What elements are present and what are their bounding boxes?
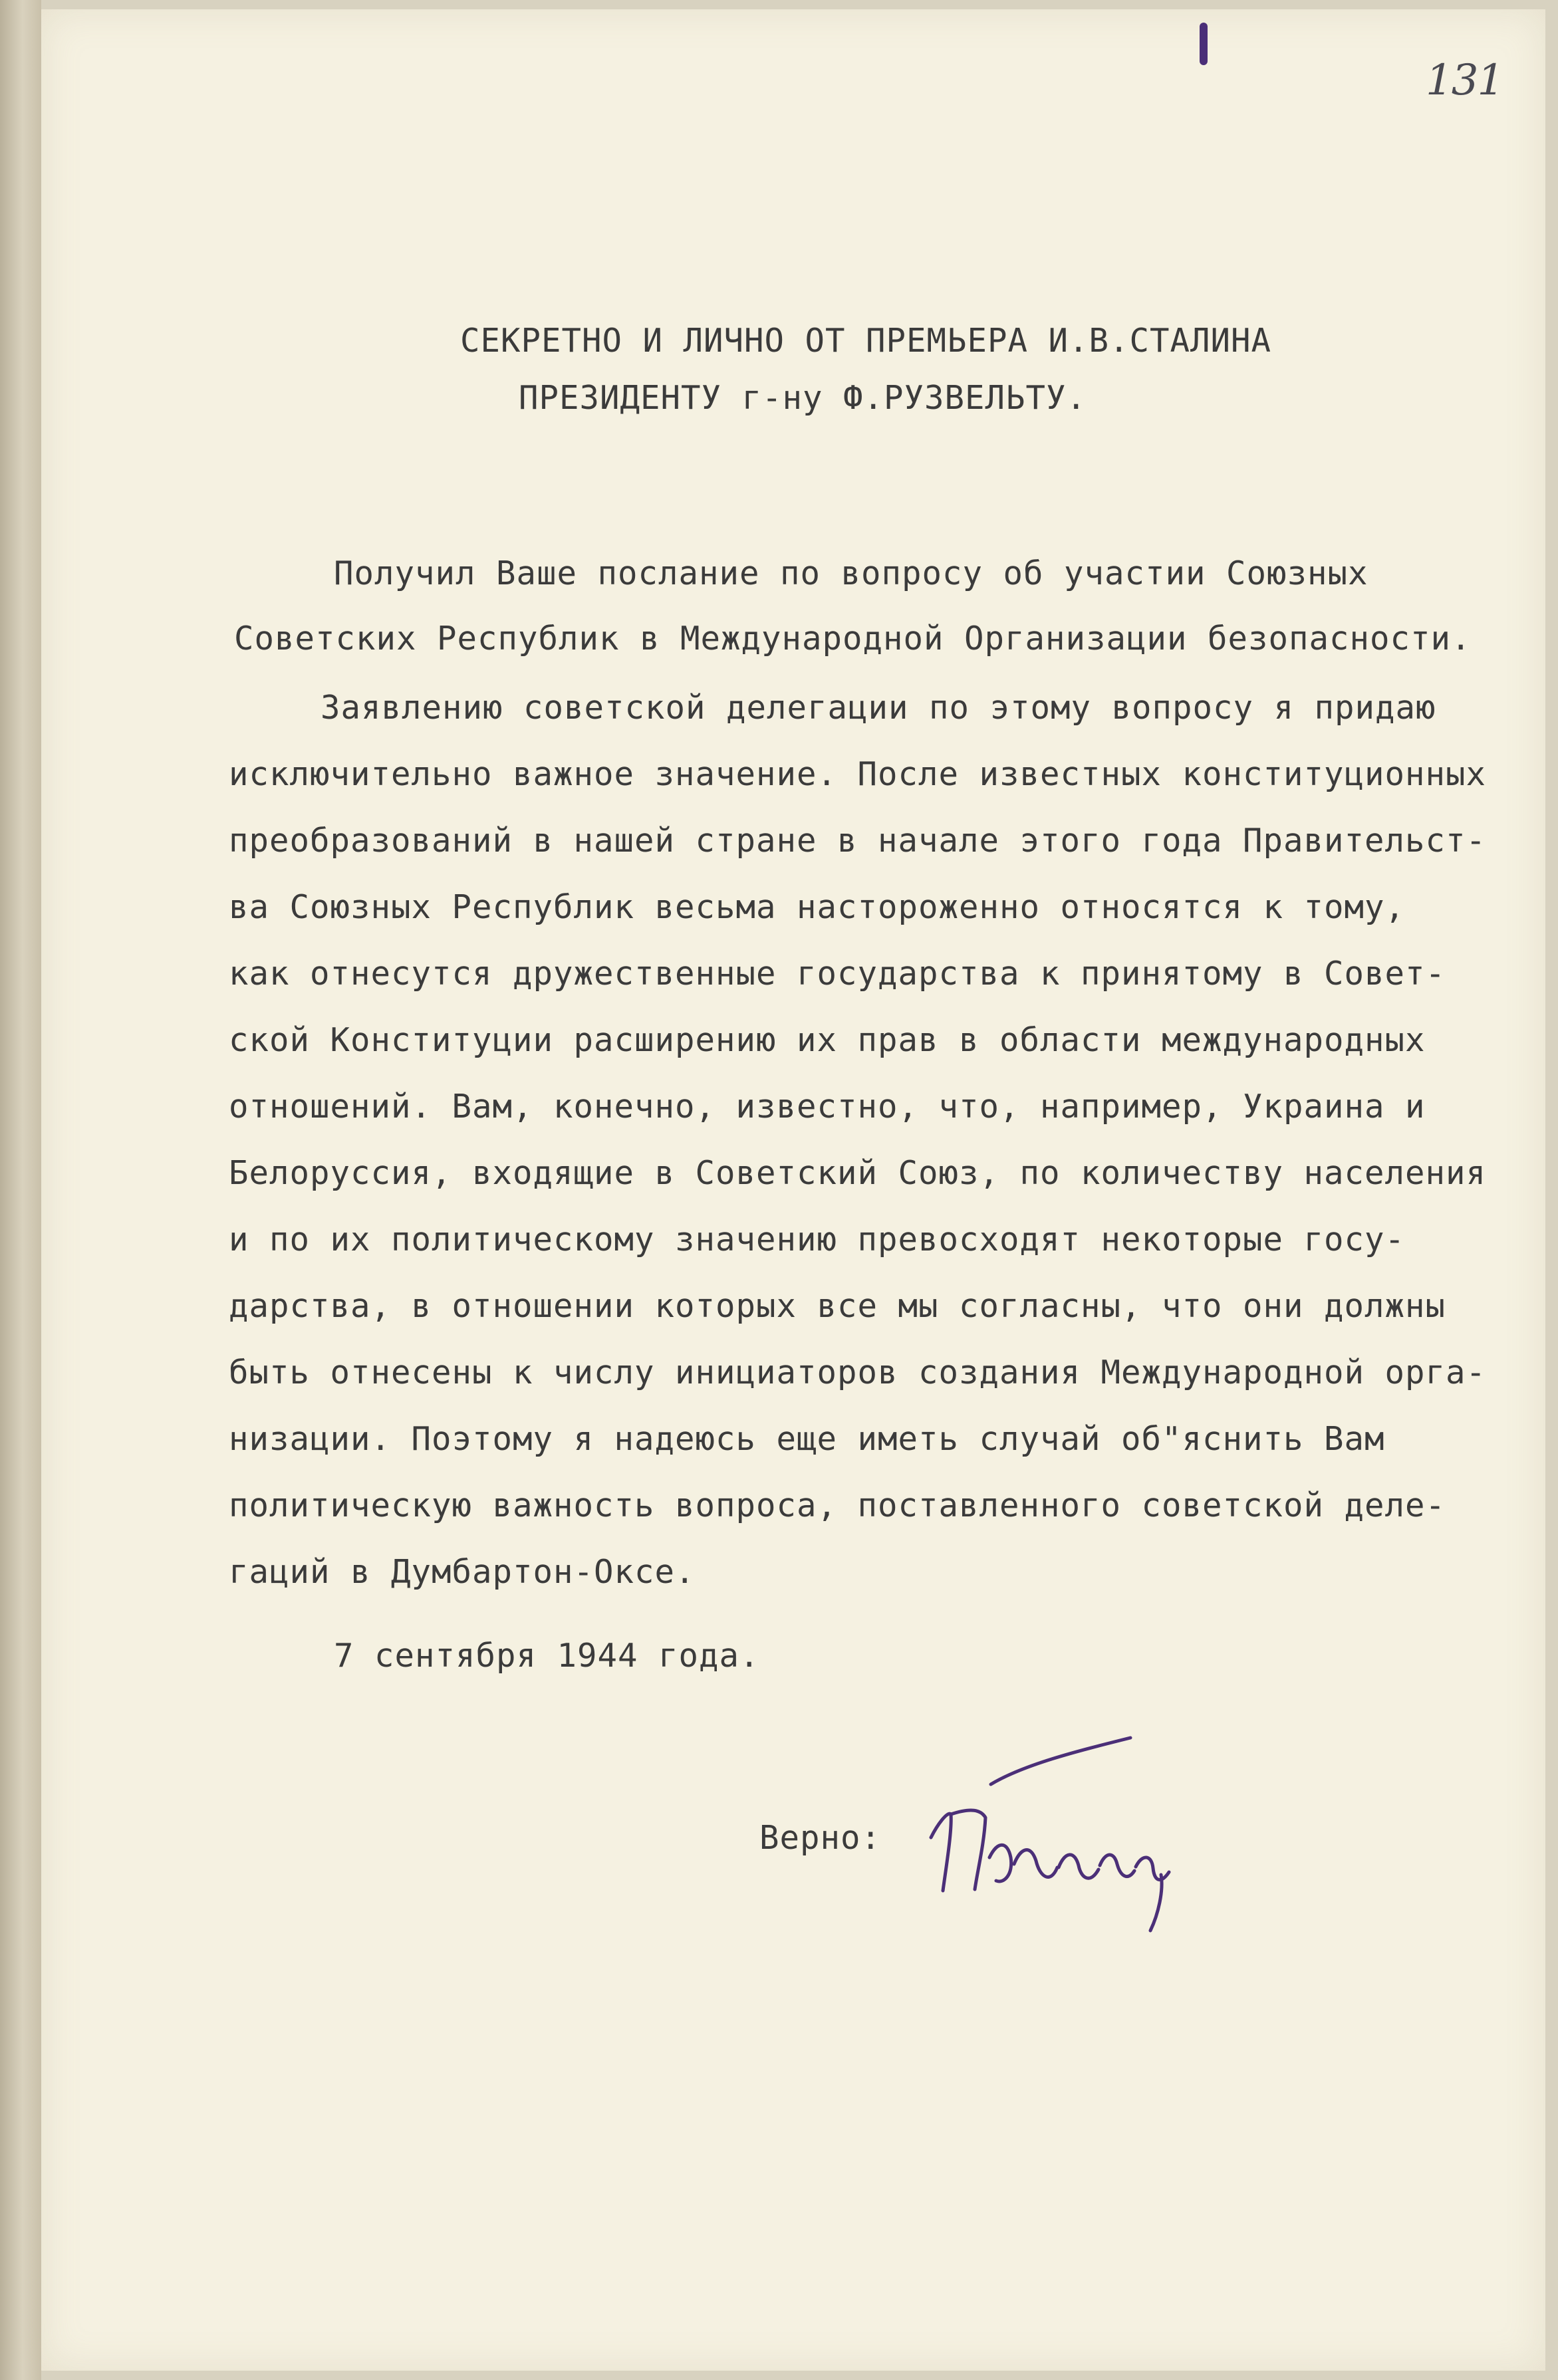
- body-line: Заявлению советской делегации по этому вопросу я придаю: [321, 689, 1436, 727]
- body-line: гаций в Думбартон-Оксе.: [229, 1553, 696, 1591]
- body-line: как отнесутся дружественные государства к принятому в Совет-: [229, 955, 1446, 993]
- body-line: отношений. Вам, конечно, известно, что, например, Украина и: [229, 1088, 1426, 1126]
- ink-mark: [1200, 23, 1208, 65]
- document-page: [41, 9, 1545, 2371]
- body-line: ва Союзных Республик весьма настороженно относятся к тому,: [229, 888, 1406, 926]
- archive-page-number: 131: [1426, 56, 1503, 105]
- body-line: Советских Республик в Международной Организации безопасности.: [234, 620, 1472, 657]
- body-line: быть отнесены к числу инициаторов создания Международной орга-: [229, 1354, 1487, 1391]
- body-line: низации. Поэтому я надеюсь еще иметь случай об"яснить Вам: [229, 1420, 1385, 1458]
- document-date: 7 сентября 1944 года.: [334, 1637, 760, 1675]
- certification-label: Верно:: [759, 1819, 882, 1857]
- handwritten-signature: [911, 1725, 1190, 1937]
- heading-line-2: ПРЕЗИДЕНТУ г-ну Ф.РУЗВЕЛЬТУ.: [519, 379, 1087, 417]
- adjacent-page-edge: [0, 0, 41, 2380]
- heading-line-1: СЕКРЕТНО И ЛИЧНО ОТ ПРЕМЬЕРА И.В.СТАЛИНА: [460, 322, 1272, 360]
- body-line: политическую важность вопроса, поставленного советской деле-: [229, 1487, 1446, 1524]
- body-line: ской Конституции расширению их прав в области международных: [229, 1021, 1426, 1059]
- body-line: Получил Ваше послание по вопросу об участии Союзных: [334, 554, 1368, 592]
- body-line: преобразований в нашей стране в начале этого года Правительст-: [229, 822, 1487, 860]
- body-line: дарства, в отношении которых все мы согласны, что они должны: [229, 1287, 1446, 1325]
- body-line: и по их политическому значению превосходят некоторые госу-: [229, 1221, 1406, 1258]
- body-line: исключительно важное значение. После известных конституционных: [229, 755, 1487, 793]
- body-line: Белоруссия, входящие в Советский Союз, по количеству населения: [229, 1154, 1487, 1192]
